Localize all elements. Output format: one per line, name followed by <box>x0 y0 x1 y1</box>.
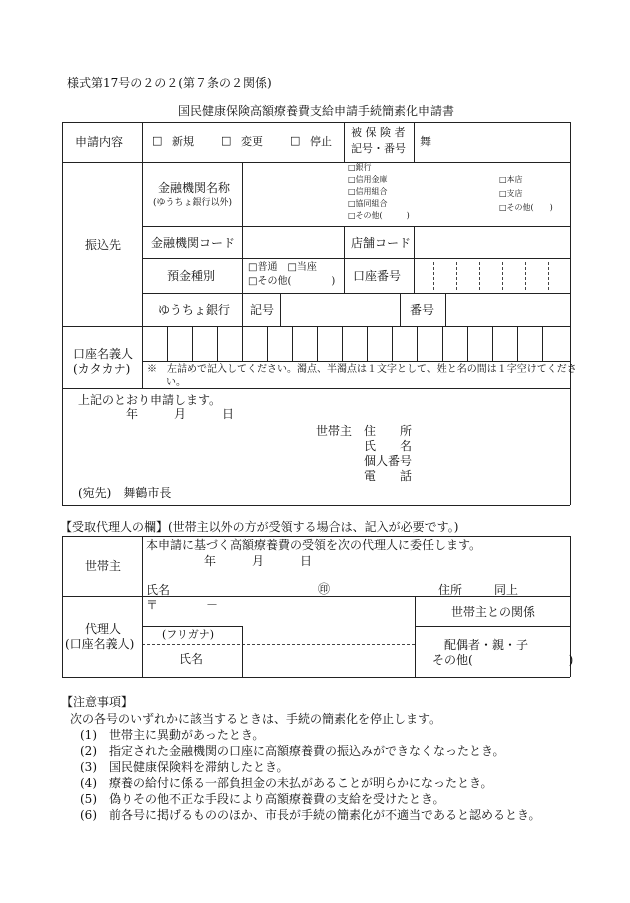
insured-label-sub: 記号・番号 <box>351 142 406 155</box>
bank-type-other[interactable]: □その他( ) <box>348 211 410 220</box>
insured-label: 被 保 険 者 <box>351 126 406 139</box>
notes-intro: 次の各号のいずれかに該当するときは、手続の簡素化を停止します。 <box>70 712 442 726</box>
agent-label: 代理人 <box>85 622 122 636</box>
notes-heading: 【注意事項】 <box>61 695 134 709</box>
bank-code-label: 金融機関コード <box>151 236 236 250</box>
delegation-text: 本申請に基づく高額療養費の受領を次の代理人に委任します。 <box>146 538 482 552</box>
note-item: (4) 療養の給付に係る一部負担金の未払があることが明らかになったとき。 <box>80 776 493 790</box>
option-new: 新規 <box>172 135 194 148</box>
note-item: (2) 指定された金融機関の口座に高額療養費の振込みができなくなったとき。 <box>80 744 505 758</box>
symbol-label: 記号 <box>250 303 275 317</box>
deposit-other[interactable]: □その他( ) <box>248 276 336 287</box>
note-item: (3) 国民健康保険料を滞納したとき。 <box>80 760 289 774</box>
relation-label: 世帯主との関係 <box>451 605 536 619</box>
delegator-address-label: 住所 <box>438 583 463 597</box>
checkbox-change[interactable]: □ <box>221 134 232 147</box>
option-stop: 停止 <box>310 135 332 148</box>
transfer-label: 振込先 <box>85 238 122 252</box>
agent-householder-label: 世帯主 <box>85 559 122 573</box>
account-holder-label: 口座名義人 <box>73 347 134 361</box>
agent-heading: 【受取代理人の欄】(世帯主以外の方が受領する場合は、記入が必要です。) <box>60 520 459 534</box>
branch-type-main[interactable]: □本店 <box>499 175 523 184</box>
declaration-text: 上記のとおり申請します。 <box>78 393 222 407</box>
checkbox-new[interactable]: □ <box>152 134 163 147</box>
bank-type-shinkin[interactable]: □信用金庫 <box>348 175 388 184</box>
address-label: 住 所 <box>364 424 413 438</box>
bank-name-sub: (ゆうちょ銀行以外) <box>153 198 233 208</box>
branch-type-other[interactable]: □その他( ) <box>499 203 553 212</box>
account-number-label: 口座番号 <box>353 269 402 283</box>
number-label: 番号 <box>410 303 435 317</box>
agent-name-label: 氏名 <box>179 652 204 666</box>
option-change: 変更 <box>241 135 263 148</box>
addressee: (宛先) 舞鶴市長 <box>78 486 172 500</box>
note-item: (5) 偽りその他不正な手段により高額療養費の支給を受けたとき。 <box>80 792 445 806</box>
householder-label: 世帯主 <box>316 424 353 438</box>
relation-options[interactable]: 配偶者・親・子 <box>444 638 529 652</box>
declaration-date[interactable]: 年 月 日 <box>126 407 235 421</box>
bank-type-kyodo[interactable]: □協同組合 <box>348 199 388 208</box>
bank-name-label: 金融機関名称 <box>158 181 231 195</box>
katakana-note-cont: い。 <box>166 377 186 388</box>
phone-label: 電 話 <box>364 469 413 483</box>
branch-type-branch[interactable]: □支店 <box>499 189 523 198</box>
furigana-label: (フリガナ) <box>162 628 215 641</box>
branch-code-label: 店舗コード <box>351 236 412 250</box>
note-item: (6) 前各号に掲げるもののほか、市長が手続の簡素化が不適当であると認めるとき。 <box>80 808 541 822</box>
application-label: 申請内容 <box>75 135 124 149</box>
relation-other[interactable]: その他( ) <box>432 653 574 667</box>
delegator-name-label: 氏名 <box>146 583 171 597</box>
account-holder-sub: (カタカナ) <box>73 362 131 376</box>
address-same: 同上 <box>494 583 519 597</box>
checkbox-stop[interactable]: □ <box>290 134 301 147</box>
seal-mark: ㊞ <box>318 582 331 596</box>
name-label: 氏 名 <box>364 439 413 453</box>
note-item: (1) 世帯主に異動があったとき。 <box>80 728 265 742</box>
deposit-options[interactable]: □普通 □当座 <box>248 262 317 273</box>
bank-type-bank[interactable]: □銀行 <box>348 163 372 172</box>
bank-type-shinkumi[interactable]: □信用組合 <box>348 187 388 196</box>
form-title: 国民健康保険高額療養費支給申請手続簡素化申請書 <box>178 104 455 118</box>
katakana-note: ※ 左詰めで記入してください。濁点、半濁点は１文字として、姓と名の間は１字空けてくださ <box>147 364 577 375</box>
form-id: 様式第17号の２の２(第７条の２関係) <box>67 76 272 90</box>
insured-number-field[interactable]: 舞 <box>420 135 431 148</box>
deposit-type-label: 預金種別 <box>167 269 216 283</box>
agent-label-sub: (口座名義人) <box>65 637 135 651</box>
delegation-date[interactable]: 年 月 日 <box>204 554 313 568</box>
personal-number-label: 個人番号 <box>364 454 413 468</box>
yucho-label: ゆうちょ銀行 <box>158 303 231 317</box>
postal-code-field[interactable]: 〒 － <box>146 598 219 612</box>
